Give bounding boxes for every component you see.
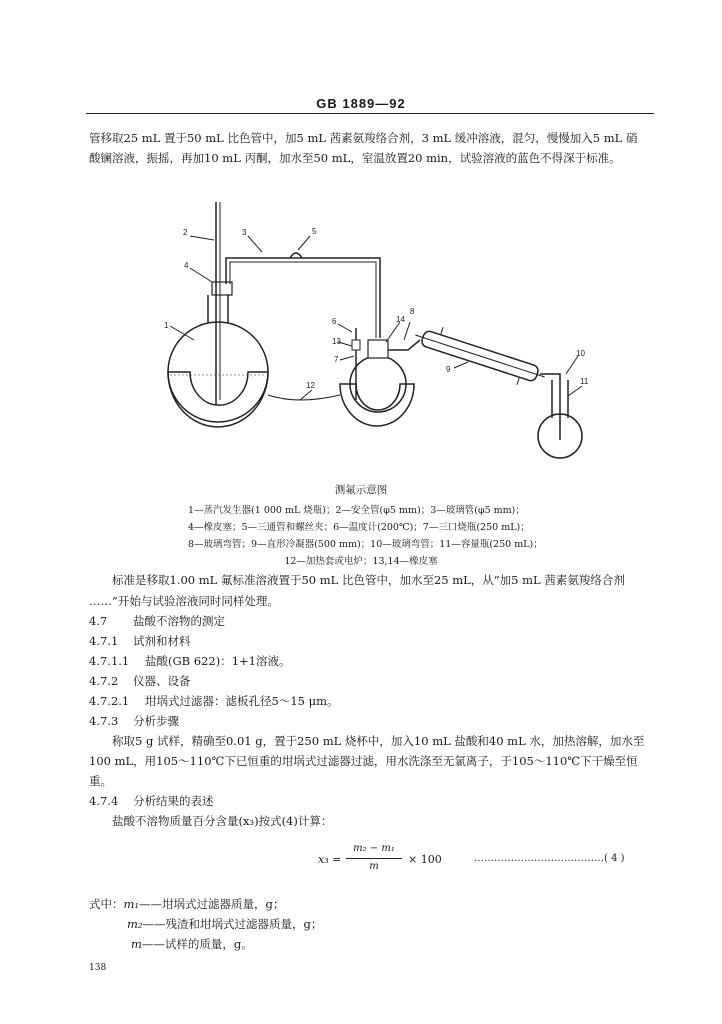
- label-12: 12: [306, 381, 315, 390]
- label-4: 4: [184, 261, 189, 270]
- figure-legend-line-3: 8—玻璃弯管；9—直形冷凝器(500 mm)；10—玻璃弯管；11—容量瓶(250 mL)；: [188, 539, 543, 550]
- label-10: 10: [576, 349, 585, 358]
- condenser: [410, 320, 549, 392]
- section-4-7-1-1: 4.7.1.1 盐酸(GB 622)：1+1溶液。: [89, 654, 291, 668]
- figure-legend-line-4: 12—加热套或电炉；13,14—橡皮塞: [284, 556, 438, 567]
- formula-numerator: m₂ − m₁: [353, 843, 395, 854]
- where-line-3: m——试样的质量，g。: [131, 937, 253, 951]
- label-8: 8: [410, 307, 415, 316]
- formula-lhs: x₃ =: [318, 853, 342, 866]
- procedure-line-2: 100 mL，用105～110℃下已恒重的坩埚式过滤器过滤，用水洗涤至无氯离子，于105～110℃下干燥至恒: [89, 754, 638, 768]
- label-7: 7: [334, 355, 339, 364]
- intro-line-2: 酸镧溶液，振摇，再加10 mL 丙酮，加水至50 mL，室温放置20 min，试验溶液的蓝色不得深于标准。: [89, 151, 621, 165]
- label-14: 14: [396, 315, 405, 324]
- heater-cord: [268, 395, 340, 400]
- fraction-bar: [346, 858, 402, 859]
- glass-tube-3: [226, 258, 380, 338]
- section-4-7-1: 4.7.1 试剂和材料: [89, 634, 191, 648]
- standard-line-1: 标准是移取1.00 mL 氟标准溶液置于50 mL 比色管中，加水至25 mL，从“加5 mL 茜素氨羧络合剂: [112, 573, 625, 587]
- bend-tube-10: [540, 374, 560, 440]
- section-4-7: 4.7 盐酸不溶物的测定: [89, 614, 225, 628]
- intro-line-1: 管移取25 mL 置于50 mL 比色管中，加5 mL 茜素氨羧络合剂，3 mL 缓冲溶液，混匀，慢慢加入5 mL 硝: [89, 131, 638, 145]
- figure-title: 测氟示意图: [334, 484, 388, 496]
- label-2: 2: [183, 228, 188, 237]
- section-4-7-3: 4.7.3 分析步骤: [89, 714, 179, 728]
- section-4-7-4: 4.7.4 分析结果的表述: [89, 794, 214, 808]
- where-line-2: m₂——残渣和坩埚式过滤器质量，g；: [127, 917, 323, 931]
- label-6: 6: [332, 317, 337, 326]
- bend-tube-8: [388, 340, 420, 350]
- equation-number: …………………………………( 4 ): [474, 853, 625, 864]
- label-11: 11: [580, 377, 589, 386]
- section-4-7-2-1: 4.7.2.1 坩埚式过滤器：滤板孔径5～15 μm。: [89, 694, 339, 708]
- three-neck-flask: [350, 356, 406, 412]
- figure-legend-line-1: 1—蒸汽发生器(1 000 mL 烧瓶)；2—安全管(φ5 mm)；3—玻璃管(φ5 mm)；: [188, 505, 525, 516]
- formula-times: × 100: [408, 853, 442, 866]
- page-number: 138: [89, 963, 107, 973]
- label-5: 5: [312, 227, 317, 236]
- figure-legend-line-2: 4—橡皮塞；5—三通管和螺丝夹；6—温度计(200℃)；7—三口烧瓶(250 mL)；: [188, 522, 530, 533]
- section-4-7-2: 4.7.2 仪器、设备: [89, 674, 191, 688]
- label-9: 9: [446, 365, 451, 374]
- stopper-13: [352, 340, 360, 350]
- formula-denominator: m: [369, 861, 379, 872]
- label-13: 13: [332, 337, 341, 346]
- heating-mantle-1: [168, 372, 268, 427]
- where-line-1: 式中：m₁——坩埚式过滤器质量，g；: [89, 897, 285, 911]
- formula-intro: 盐酸不溶物质量百分含量(x₃)按式(4)计算：: [112, 814, 333, 828]
- stopper-4: [212, 282, 232, 295]
- standard-line-2: ……”开始与试验溶液同时同样处理。: [89, 594, 279, 608]
- page-header: GB 1889—92: [316, 96, 406, 111]
- label-1: 1: [164, 321, 169, 330]
- procedure-line-1: 称取5 g 试样，精确至0.01 g，置于250 mL 烧杯中，加入10 mL 盐酸和40 mL 水，加热溶解，加水至: [112, 734, 645, 748]
- label-3: 3: [242, 228, 247, 237]
- stopper-14: [368, 340, 388, 358]
- procedure-line-3: 重。: [89, 774, 112, 788]
